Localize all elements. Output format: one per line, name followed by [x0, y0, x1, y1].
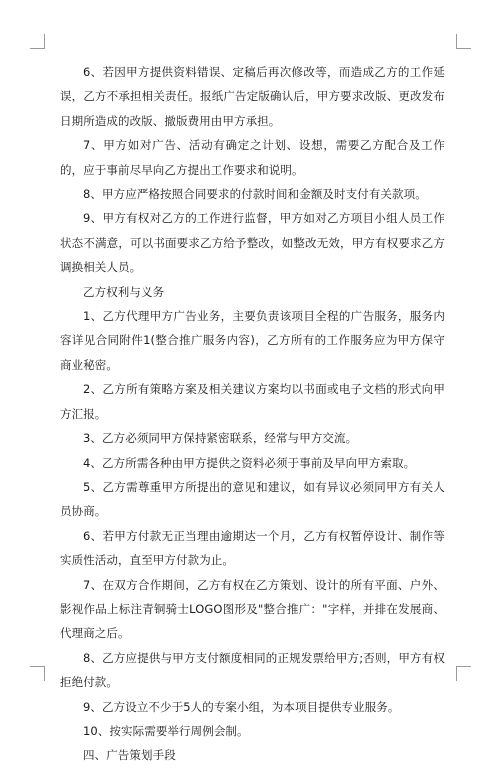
paragraph-obligation-8: 8、甲方应严格按照合同要求的付款时间和金额及时支付有关款项。	[83, 187, 427, 202]
section-heading-ad-planning: 四、广告策划手段	[83, 748, 176, 763]
paragraph-obligation-6: 6、若因甲方提供资料错误、定稿后再次修改等，而造成乙方的工作延误，乙方不承担相关责任。报纸广告定版确认后，甲方要求改版、更改发布日期所造成的改版、撤版费用由甲方承担。	[60, 65, 445, 128]
paragraph-party-b-5: 5、乙方需尊重甲方所提出的意见和建议，如有异议必须同甲方有关人员协商。	[60, 479, 445, 519]
paragraph-party-b-7: 7、在双方合作期间，乙方有权在乙方策划、设计的所有平面、户外、影视作品上标注青铜骑士LOGO图形及"整合推广："字样，并排在发展商、代理商之后。	[60, 577, 445, 641]
crop-mark-top-right	[456, 34, 471, 49]
paragraph-party-b-3: 3、乙方必须同甲方保持紧密联系，经常与甲方交流。	[83, 431, 358, 446]
paragraph-party-b-4: 4、乙方所需各种由甲方提供之资料必须于事前及早向甲方索取。	[83, 455, 416, 470]
paragraph-obligation-7: 7、甲方如对广告、活动有确定之计划、设想，需要乙方配合及工作的，应于事前尽早向乙方提出工作要求和说明。	[60, 138, 445, 177]
paragraph-party-b-2: 2、乙方所有策略方案及相关建议方案均以书面或电子文档的形式向甲方汇报。	[60, 382, 445, 421]
paragraph-party-b-1: 1、乙方代理甲方广告业务，主要负责该项目全程的广告服务，服务内容详见合同附件1(整合推广服务内容)，乙方所有的工作服务应为甲方保守商业秘密。	[60, 309, 445, 372]
crop-mark-bottom-right	[456, 666, 471, 681]
paragraph-party-b-8: 8、乙方应提供与甲方支付额度相同的正规发票给甲方;否则，甲方有权拒绝付款。	[60, 650, 445, 690]
paragraph-party-b-9: 9、乙方设立不少于5人的专案小组，为本项目提供专业服务。	[83, 699, 400, 714]
section-heading-party-b-rights: 乙方权利与义务	[83, 284, 165, 299]
paragraph-party-b-6: 6、若甲方付款无正当理由逾期达一个月，乙方有权暂停设计、制作等实质性活动，直至甲方付款为止。	[60, 528, 445, 568]
crop-mark-bottom-left	[30, 666, 45, 681]
document-body	[60, 60, 445, 768]
crop-mark-top-left	[30, 34, 45, 49]
paragraph-obligation-9: 9、甲方有权对乙方的工作进行监督，甲方如对乙方项目小组人员工作状态不满意，可以书面要求乙方给予整改，如整改无效，甲方有权要求乙方调换相关人员。	[60, 211, 445, 275]
paragraph-party-b-10: 10、按实际需要举行周例会制。	[83, 723, 249, 738]
